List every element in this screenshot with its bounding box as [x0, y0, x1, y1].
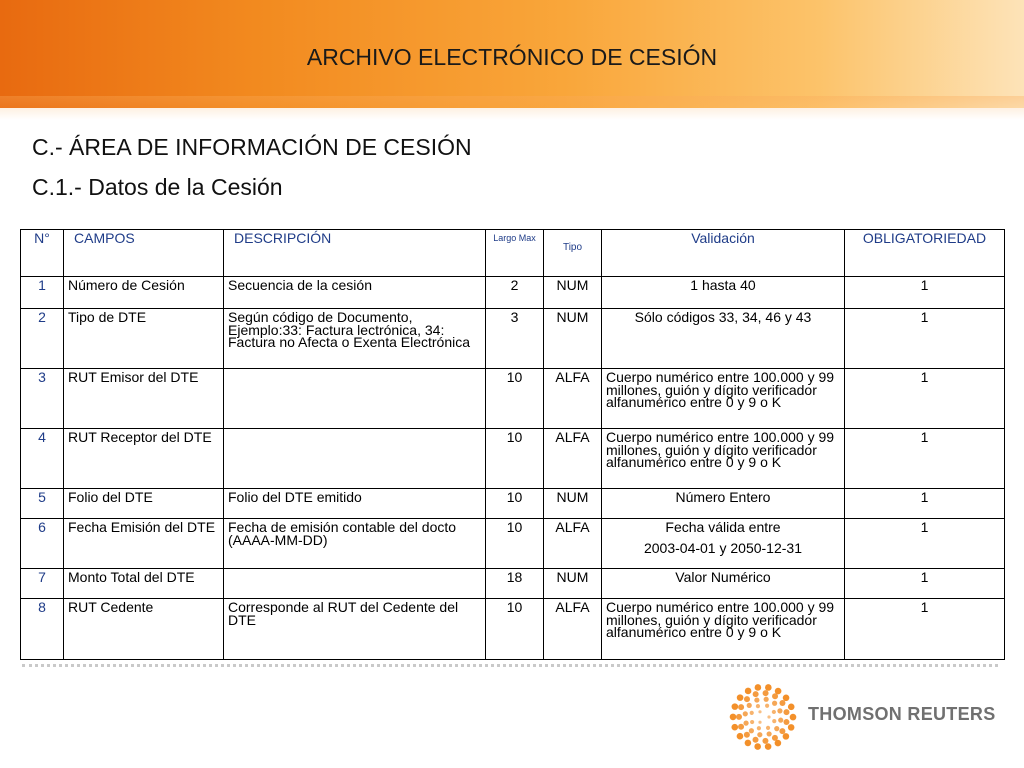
validation-line-2: 2003-04-01 y 2050-12-31 [643, 539, 802, 556]
cell-tipo: ALFA [544, 429, 602, 489]
cell-n: 1 [21, 277, 64, 309]
cell-descripcion [224, 369, 486, 429]
table-row [21, 369, 1005, 429]
header-validacion: Validación [602, 230, 845, 277]
cell-descripcion [224, 569, 486, 599]
cell-n: 7 [21, 569, 64, 599]
brand-name: THOMSON REUTERS [808, 704, 996, 724]
table-row [21, 277, 1005, 309]
banner-fade [0, 96, 1024, 120]
cell-largo: 10 [486, 599, 544, 660]
header-obligatoriedad: OBLIGATORIEDAD [845, 230, 1005, 277]
header-tipo: Tipo [544, 230, 602, 277]
cell-largo: 10 [486, 489, 544, 519]
slide-title: ARCHIVO ELECTRÓNICO DE CESIÓN [306, 44, 718, 70]
footer-divider [22, 664, 998, 667]
cell-largo: 3 [486, 309, 544, 369]
cell-obligatoriedad: 1 [845, 277, 1005, 309]
cell-obligatoriedad: 1 [845, 489, 1005, 519]
cell-tipo: ALFA [544, 369, 602, 429]
cell-obligatoriedad: 1 [845, 599, 1005, 660]
cell-descripcion: Fecha de emisión contable del docto (AAAA-MM-DD) [224, 519, 486, 569]
cell-tipo: NUM [544, 277, 602, 309]
table-row [21, 519, 1005, 569]
cell-campo: RUT Emisor del DTE [64, 369, 224, 429]
cell-validacion: Cuerpo numérico entre 100.000 y 99 millones, guión y dígito verificador alfanumérico entre 0 y 9 o K [602, 429, 845, 489]
cell-obligatoriedad: 1 [845, 429, 1005, 489]
cell-campo: RUT Receptor del DTE [64, 429, 224, 489]
cell-validacion: Cuerpo numérico entre 100.000 y 99 millones, guión y dígito verificador alfanumérico entre 0 y 9 o K [602, 369, 845, 429]
cell-campo: Monto Total del DTE [64, 569, 224, 599]
cell-largo: 10 [486, 429, 544, 489]
header-n: N° [21, 230, 64, 277]
cell-tipo: ALFA [544, 599, 602, 660]
cell-validacion: Cuerpo numérico entre 100.000 y 99 millones, guión y dígito verificador alfanumérico entre 0 y 9 o K [602, 599, 845, 660]
cell-n: 6 [21, 519, 64, 569]
cell-campo: Folio del DTE [64, 489, 224, 519]
table-row [21, 569, 1005, 599]
cell-validacion: 1 hasta 40 [602, 277, 845, 309]
cell-n: 5 [21, 489, 64, 519]
header-descripcion: DESCRIPCIÓN [224, 230, 486, 277]
cell-descripcion: Secuencia de la cesión [224, 277, 486, 309]
cession-data-table [20, 229, 1005, 660]
cell-tipo: NUM [544, 489, 602, 519]
table-row [21, 599, 1005, 660]
header-largo: Largo Max [486, 230, 544, 277]
cell-campo: Número de Cesión [64, 277, 224, 309]
cell-largo: 2 [486, 277, 544, 309]
cell-validacion: Valor Numérico [602, 569, 845, 599]
thomson-reuters-logo-icon [728, 682, 798, 752]
cell-n: 2 [21, 309, 64, 369]
cell-validacion: Sólo códigos 33, 34, 46 y 43 [602, 309, 845, 369]
cell-descripcion: Corresponde al RUT del Cedente del DTE [224, 599, 486, 660]
cell-tipo: NUM [544, 309, 602, 369]
cell-n: 8 [21, 599, 64, 660]
table-row [21, 489, 1005, 519]
header-campos: CAMPOS [64, 230, 224, 277]
cell-campo: Tipo de DTE [64, 309, 224, 369]
section-subheading: C.1.- Datos de la Cesión [32, 174, 283, 200]
cell-tipo: NUM [544, 569, 602, 599]
cell-validacion: Número Entero [602, 489, 845, 519]
cell-obligatoriedad: 1 [845, 369, 1005, 429]
cell-obligatoriedad: 1 [845, 569, 1005, 599]
validation-line-1: Fecha válida entre [665, 519, 781, 535]
cell-n: 3 [21, 369, 64, 429]
cell-campo: Fecha Emisión del DTE [64, 519, 224, 569]
cell-validacion [602, 519, 845, 569]
cell-largo: 10 [486, 369, 544, 429]
cell-campo: RUT Cedente [64, 599, 224, 660]
cell-tipo: ALFA [544, 519, 602, 569]
cell-largo: 10 [486, 519, 544, 569]
cell-obligatoriedad: 1 [845, 519, 1005, 569]
cell-n: 4 [21, 429, 64, 489]
cell-descripcion: Folio del DTE emitido [224, 489, 486, 519]
cell-descripcion [224, 429, 486, 489]
cell-descripcion: Según código de Documento, Ejemplo:33: Factura lectrónica, 34: Factura no Afecta o Exenta Electrónica [224, 309, 486, 369]
table-row [21, 309, 1005, 369]
cell-largo: 18 [486, 569, 544, 599]
table-header-row [21, 230, 1005, 277]
cell-obligatoriedad: 1 [845, 309, 1005, 369]
table-row [21, 429, 1005, 489]
section-heading: C.- ÁREA DE INFORMACIÓN DE CESIÓN [32, 134, 472, 160]
